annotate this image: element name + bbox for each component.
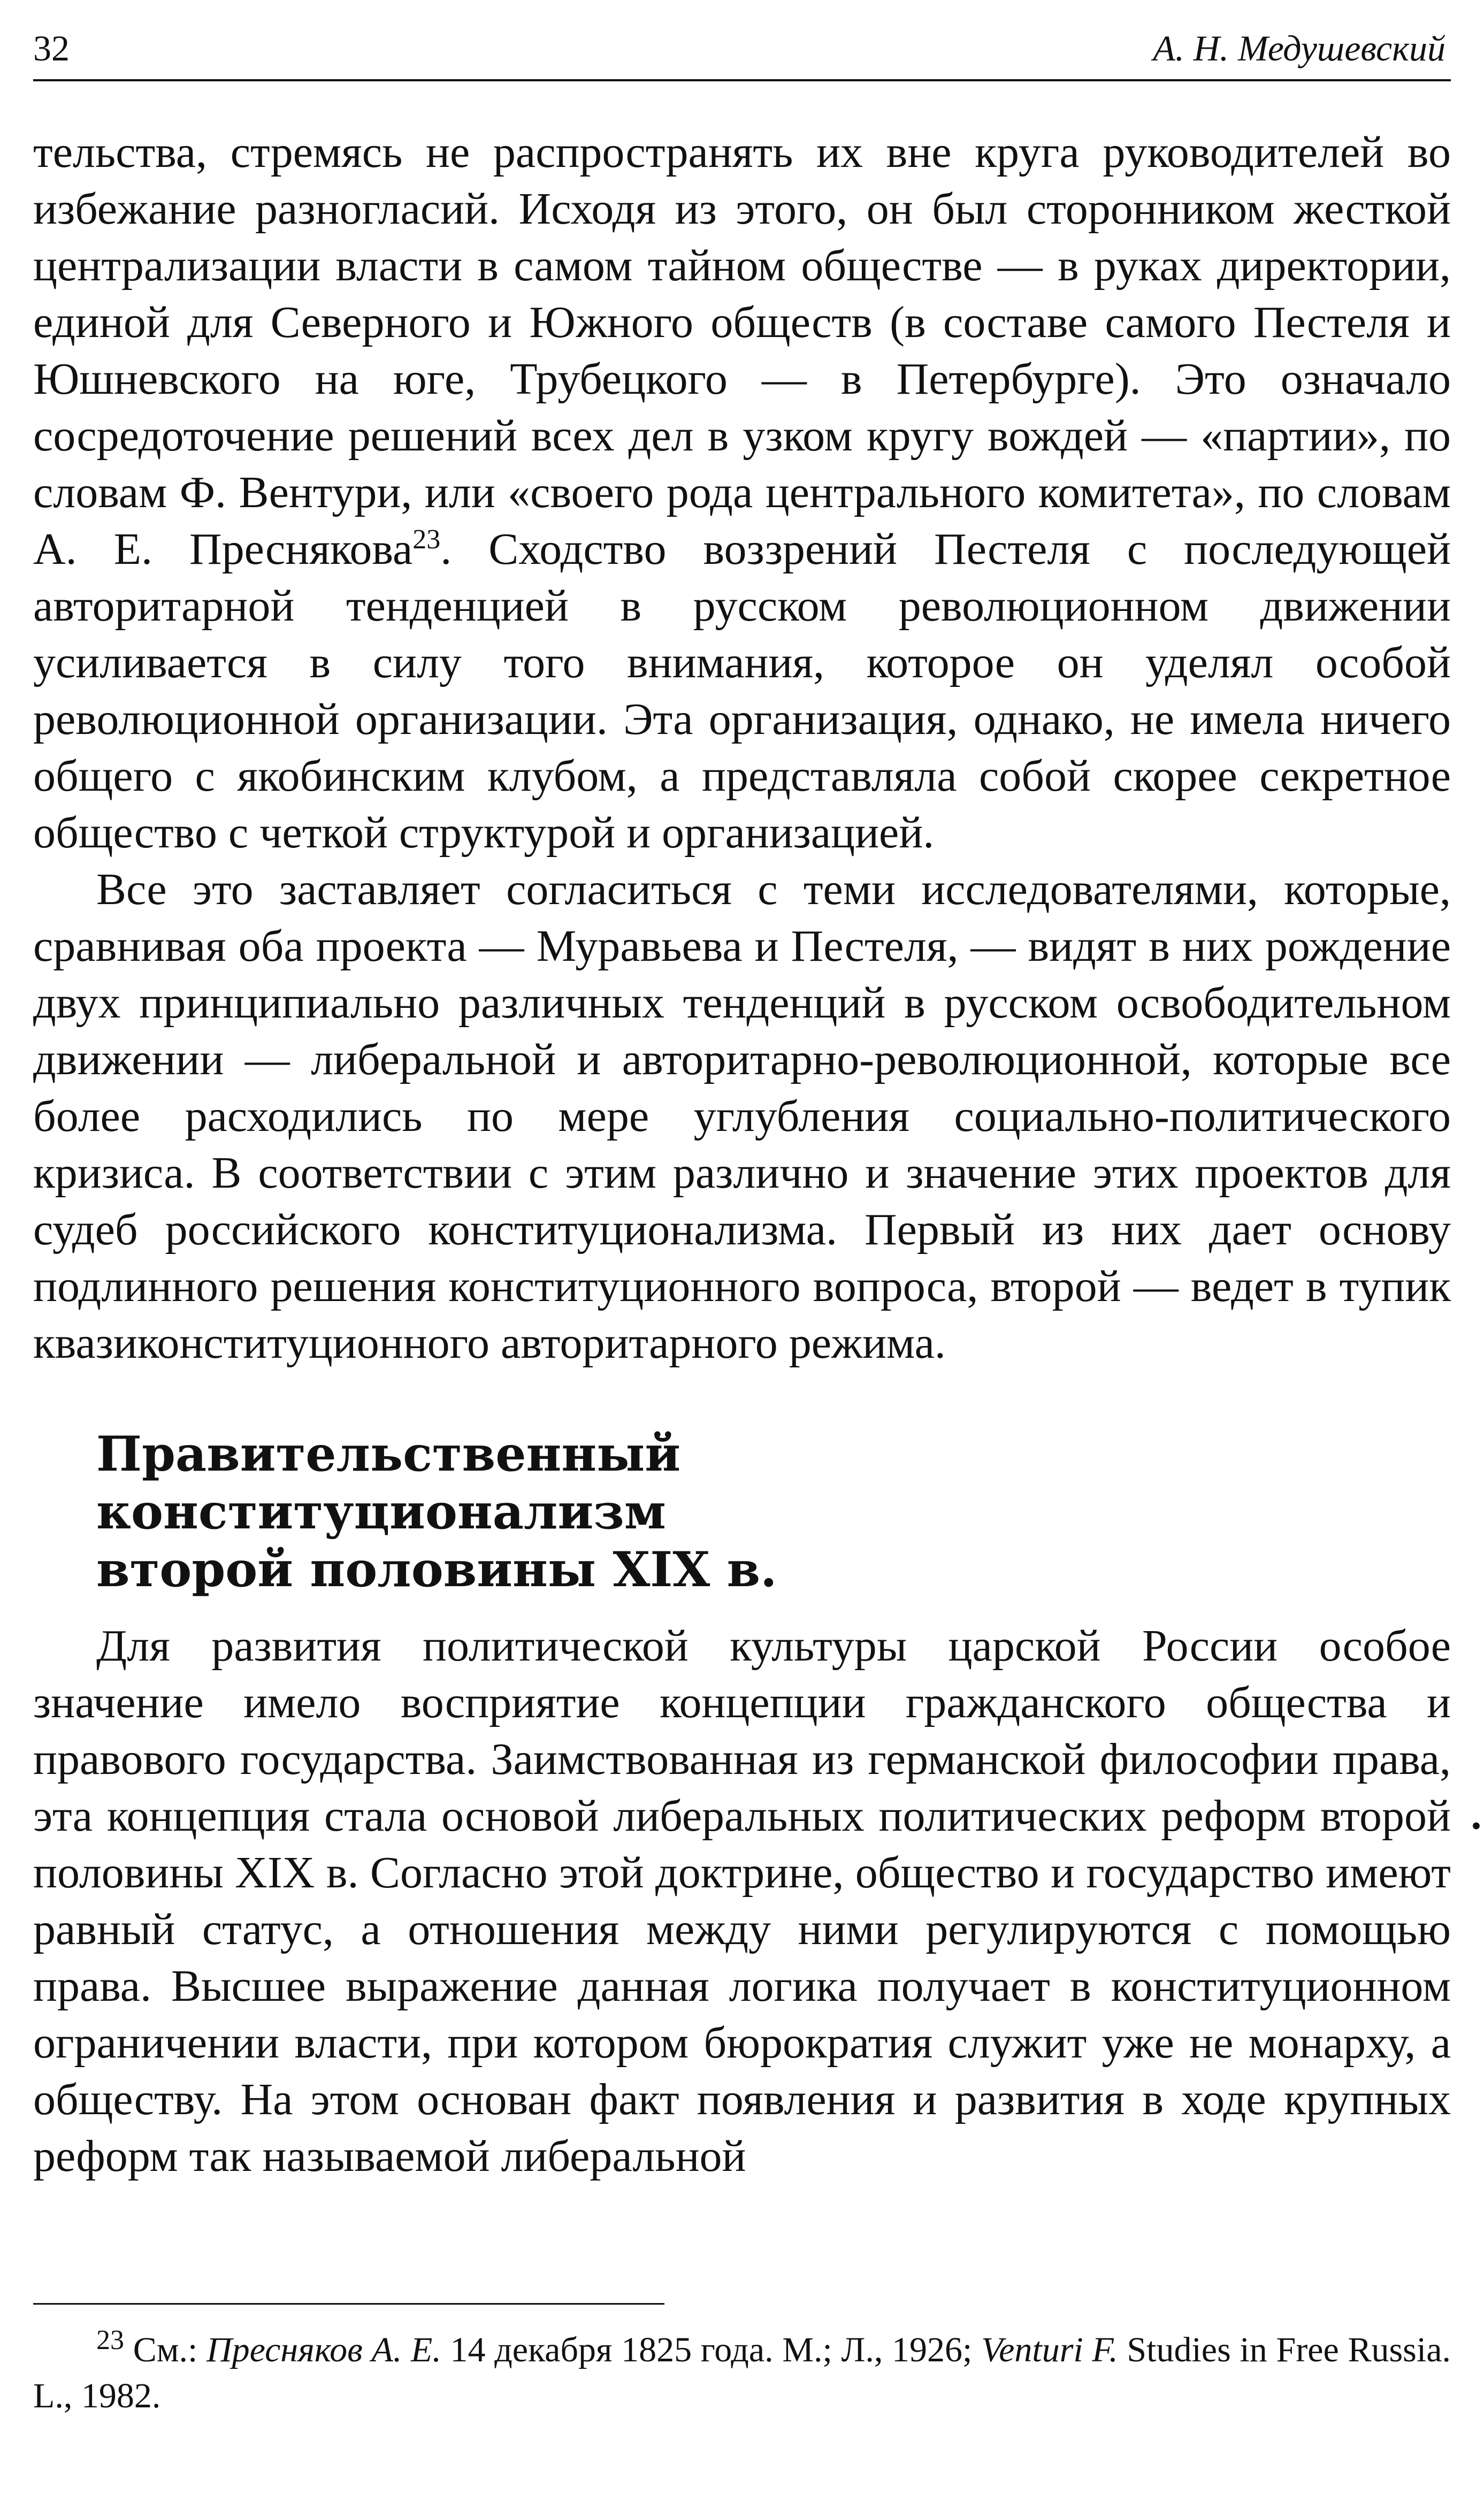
page-number: 32 bbox=[33, 28, 70, 68]
footnote-work-2: Studies in Free Russia. L., 1982. bbox=[33, 2330, 1451, 2415]
paragraph-1-text-b: . Сходство воззрений Пестеля с последующей авторитарной тенденцией в русском революционном движении усиливается в силу того внимания, которое он уделял особой революционной организации. Эта организация, однако, не имела ничего общего с якобинским клубом, а представляла собой скорее секретное общество с четкой структурой и организацией. bbox=[33, 524, 1451, 858]
margin-mark: • bbox=[1471, 1810, 1481, 1842]
book-page bbox=[33, 0, 1481, 2509]
paragraph-2: Все это заставляет согласиться с теми исследователями, которые, сравнивая оба проекта — Муравьева и Пестеля, — видят в них рождение двух принципиально различных тенденций в русском освободительном движении — либеральной и авторитарно-революционной, которые все более расходились по мере углубления социально-политического кризиса. В соответствии с этим различно и значение этих проектов для судеб российского конституционализма. Первый из них дает основу подлинного решения конституционного вопроса, второй — ведет в тупик квазиконституционного авторитарного режима. bbox=[33, 865, 1451, 1368]
footnote-prefix: См.: bbox=[124, 2330, 207, 2369]
running-head-author: А. Н. Медушевский bbox=[1153, 28, 1445, 68]
footnote-number: 23 bbox=[96, 2325, 124, 2355]
paragraph-1-text-a: тельства, стремясь не распространять их вне круга руководителей во избежание разногласий. Исходя из этого, он был сторонником жесткой централизации власти в самом тайном обществе — в руках директории, единой для Северного и Южного обществ (в составе самого Пестеля и Юшневского на юге, Трубецкого — в Петербурге). Это означало сосредоточение решений всех дел в узком кругу вождей — «партии», по словам Ф. Вентури, или «своего рода центрального комитета», по словам А. Е. Преснякова bbox=[33, 127, 1451, 574]
footnote-rule bbox=[33, 2303, 664, 2305]
section-heading-line-2: второй половины XIX в. bbox=[96, 1541, 777, 1598]
footnote-author-2: Venturi F. bbox=[981, 2330, 1118, 2369]
footnote-reference: 23 bbox=[412, 524, 441, 555]
main-text bbox=[33, 124, 1451, 2185]
paragraph-1 bbox=[33, 124, 1451, 861]
header-rule bbox=[33, 79, 1451, 81]
footnote-work-1: 14 декабря 1825 года. М.; Л., 1926; bbox=[441, 2330, 982, 2369]
running-head bbox=[33, 21, 1451, 75]
section-heading-line-1: Правительственный конституционализм bbox=[96, 1426, 681, 1540]
footnote-author-1: Пресняков А. Е. bbox=[206, 2330, 441, 2369]
paragraph-3: Для развития политической культуры царской России особое значение имело восприятие концепции гражданского общества и правового государства. Заимствованная из германской философии права, эта концепция стала основой либеральных политических реформ второй половины XIX в. Согласно этой доктрине, общество и государство имеют равный статус, а отношения между ними регулируются с помощью права. Высшее выражение данная логика получает в конституционном ограничении власти, при котором бюрократия служит уже не монарху, а обществу. На этом основан факт появления и развития в ходе крупных реформ так называемой либеральной bbox=[33, 1621, 1451, 2181]
section-heading bbox=[96, 1425, 1246, 1598]
footnote bbox=[33, 2327, 1451, 2419]
